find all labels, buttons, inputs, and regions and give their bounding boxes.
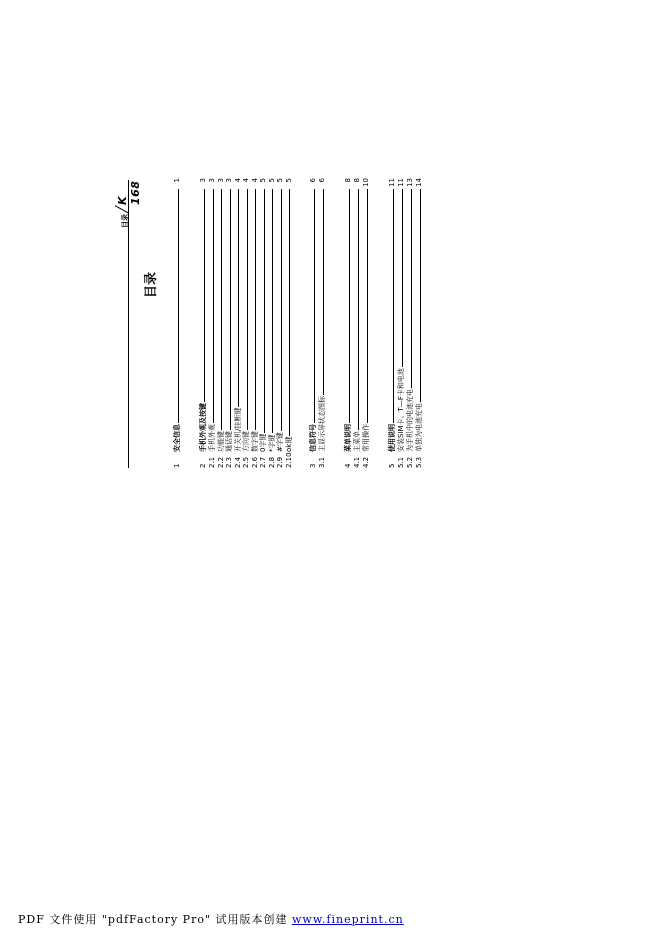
toc-leader (393, 189, 394, 423)
pdf-footer (18, 911, 404, 927)
toc-number: 2.1 (208, 456, 216, 468)
toc-page-number: 3 (216, 178, 225, 183)
toc-number: 2.2 (216, 456, 225, 468)
toc-leader (281, 189, 282, 431)
toc-page-number: 5 (267, 178, 276, 183)
toc-row[interactable] (172, 178, 182, 468)
toc-leader (411, 189, 412, 388)
toc-leader (349, 189, 350, 423)
toc-number: 2.8 (267, 456, 276, 468)
toc-title: 安装SIM卡、T—F卡和电池 (397, 368, 405, 452)
header-model-name: K 168 (116, 180, 142, 205)
toc-number: 4 (344, 463, 352, 468)
toc-page-number: 8 (344, 178, 352, 183)
toc-number: 2 (199, 463, 207, 468)
toc-title: 主菜单 (353, 431, 361, 452)
toc-leader (204, 189, 205, 402)
toc-number: 1 (173, 463, 181, 468)
toc-page-number: 11 (397, 178, 405, 187)
toc-title: 菜单说明 (344, 424, 352, 452)
toc-page-number: 6 (318, 178, 326, 183)
footer-link[interactable]: www.fineprint.cn (292, 913, 404, 926)
toc-title: *字键 (267, 434, 276, 452)
toc-title: 通话键 (225, 431, 233, 452)
toc-leader (402, 189, 403, 367)
toc-title: 单独为电池充电 (415, 403, 423, 452)
toc-row[interactable] (284, 178, 294, 468)
header-section-label: 目录 (121, 214, 129, 228)
toc-leader (238, 189, 239, 407)
toc-title: 数字键 (250, 431, 259, 452)
toc-title: 安全信息 (173, 424, 181, 452)
toc-page-number: 14 (415, 178, 423, 187)
toc-number: 3 (309, 463, 317, 468)
toc-leader (323, 189, 324, 395)
toc-page-number: 3 (199, 178, 207, 183)
toc-page-number: 6 (309, 178, 317, 183)
toc-title: 手机外观及按键 (199, 403, 207, 452)
toc-leader (367, 189, 368, 423)
toc-title: ok键 (284, 436, 293, 452)
toc-page-number: 4 (233, 178, 242, 183)
toc-page-number: 5 (259, 178, 267, 183)
toc-row[interactable] (414, 178, 424, 468)
toc-number: 2.4 (233, 456, 242, 468)
toc-row[interactable] (317, 178, 327, 468)
toc-leader (213, 189, 214, 423)
toc-page-number: 10 (362, 178, 370, 187)
toc-page-number: 5 (276, 178, 284, 183)
toc-title: 使用说明 (388, 424, 396, 452)
toc-number: 5 (388, 463, 396, 468)
toc-number: 2.9 (276, 456, 284, 468)
toc-page-number: 8 (353, 178, 361, 183)
toc-leader (358, 189, 359, 430)
toc-number: 3.1 (318, 456, 326, 468)
toc-page-number: 1 (173, 178, 181, 183)
toc-page-number: 3 (225, 178, 233, 183)
toc-page-number: 5 (284, 178, 293, 183)
toc-page-number: 3 (208, 178, 216, 183)
toc-title: 为手机中的电池充电 (406, 389, 414, 452)
toc-number: 4.1 (353, 456, 361, 468)
footer-text: PDF 文件使用 "pdfFactory Pro" 试用版本创建 (18, 913, 288, 926)
toc-title: 信息符号 (309, 424, 317, 452)
toc-page-number: 13 (406, 178, 414, 187)
toc-title: 开关机/挂断键 (233, 407, 242, 452)
page-title: 目录 (144, 271, 159, 298)
toc-leader (230, 189, 231, 430)
toc-title: #字键 (276, 432, 284, 452)
toc-leader (178, 189, 179, 423)
toc-number: 5.3 (415, 456, 423, 468)
toc-number: 2.5 (242, 456, 250, 468)
toc-leader (314, 189, 315, 423)
toc-leader (420, 189, 421, 402)
toc-title: 方向键 (242, 431, 250, 452)
toc-number: 2.6 (250, 456, 259, 468)
rotated-toc-page (116, 178, 558, 468)
toc-title: 0字键 (259, 433, 267, 452)
toc-leader (264, 189, 265, 433)
toc-page-number: 11 (388, 178, 396, 187)
toc-title: 功能键 (216, 431, 225, 452)
toc-page-number: 4 (250, 178, 259, 183)
toc-number: 2.7 (259, 456, 267, 468)
toc-leader (247, 189, 248, 430)
toc-page-number: 4 (242, 178, 250, 183)
toc-title: 手机外观 (208, 424, 216, 452)
toc-leader (255, 189, 256, 430)
toc-number: 2.3 (225, 456, 233, 468)
toc-number: 4.2 (362, 456, 370, 468)
toc-leader (221, 189, 222, 430)
toc-number: 5.1 (397, 456, 405, 468)
toc-row[interactable] (361, 178, 371, 468)
toc-title: 主显示屏状态图标 (318, 396, 326, 452)
toc-title: 常用操作 (362, 424, 370, 452)
toc-number: 5.2 (406, 456, 414, 468)
toc-leader (289, 189, 290, 436)
toc-leader (272, 189, 273, 434)
toc-number: 2.10 (284, 452, 293, 468)
